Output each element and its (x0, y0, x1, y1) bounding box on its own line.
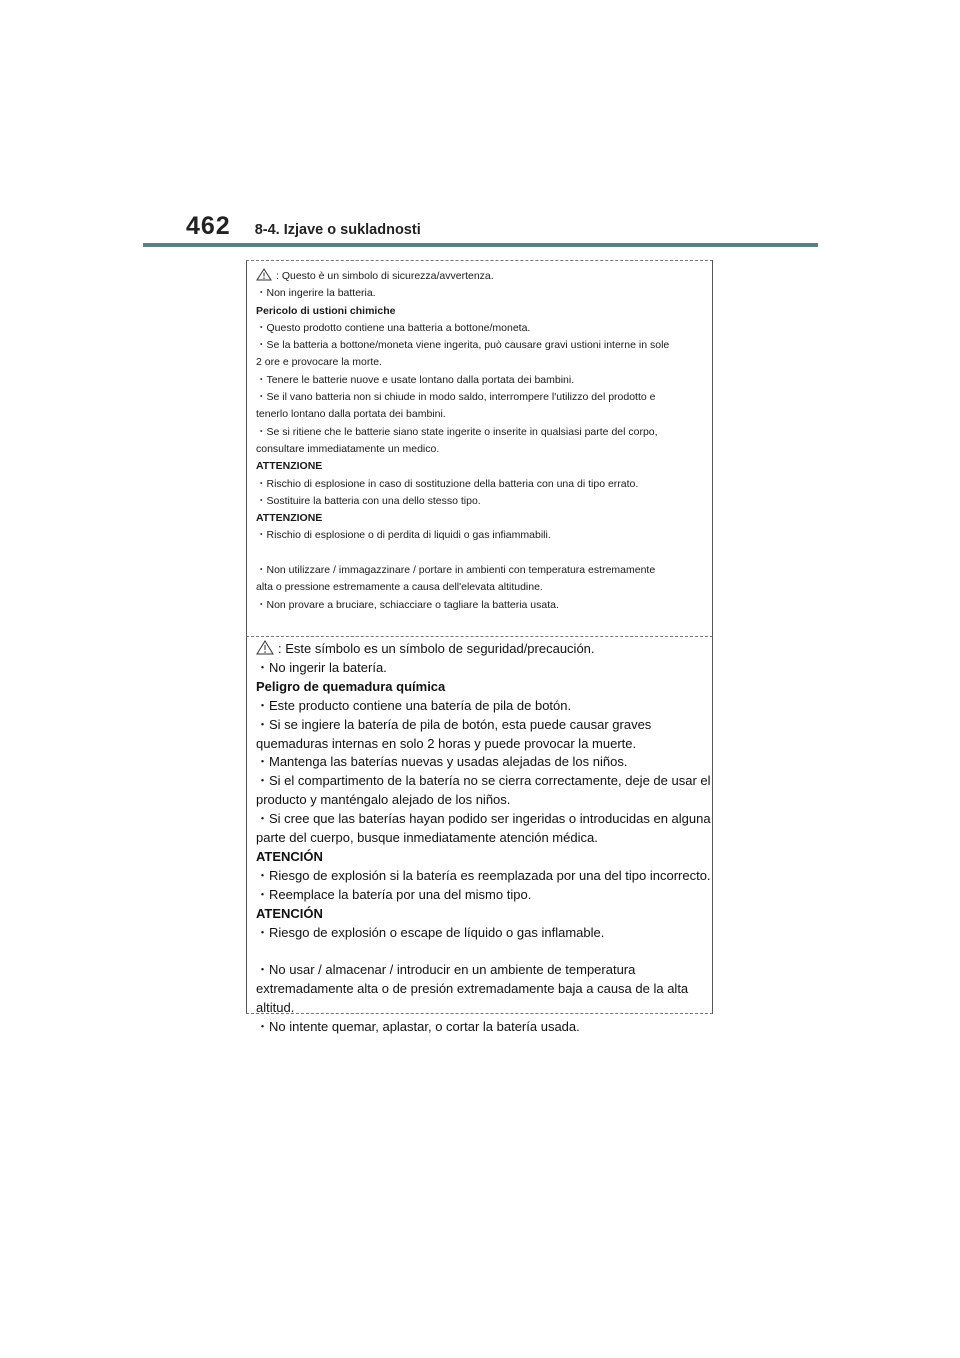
notice-line: ・Si el compartimento de la batería no se cierra correctamente, deje de usar el (256, 773, 711, 789)
notice-line: ・Questo prodotto contiene una batteria a bottone/moneta. (256, 321, 531, 334)
header-rule (143, 243, 818, 247)
spacer (256, 545, 702, 562)
notice-line: ・Reemplace la batería por una del mismo tipo. (256, 886, 532, 902)
notice-line: ・Sostituire la batteria con una dello stesso tipo. (256, 494, 481, 507)
notice-line: ・Este producto contiene una batería de pila de botón. (256, 697, 572, 713)
notice-line: ・Mantenga las baterías nuevas y usadas alejadas de los niños. (256, 754, 628, 770)
warning-symbol-line: : Questo è un simbolo di sicurezza/avvertenza. (256, 268, 702, 285)
notice-line: ・Se il vano batteria non si chiude in modo saldo, interrompere l'utilizzo del prodotto e (256, 391, 656, 404)
notice-line: parte del cuerpo, busque inmediatamente atención médica. (256, 830, 598, 846)
notice-line: alta o pressione estremamente a causa dell'elevata altitudine. (256, 581, 543, 594)
notice-line: ・Riesgo de explosión si la batería es reemplazada por una del tipo incorrecto. (256, 867, 711, 883)
notice-line: ・No intente quemar, aplastar, o cortar la batería usada. (256, 1019, 580, 1035)
notice-line: producto y manténgalo alejado de los niños. (256, 792, 511, 808)
notice-line: ・Se la batteria a bottone/moneta viene ingerita, può causare gravi ustioni interne in sole (256, 339, 670, 352)
section-title: 8-4. Izjave o sukladnosti (254, 222, 421, 238)
notice-line: ・No usar / almacenar / introducir en un ambiente de temperatura (256, 962, 636, 978)
notice-heading: ATTENZIONE (256, 512, 323, 525)
notice-heading: Pericolo di ustioni chimiche (256, 304, 396, 317)
notice-line: ・Rischio di esplosione o di perdita di liquidi o gas infiammabili. (256, 529, 551, 542)
spanish-notice (256, 640, 711, 1037)
warning-symbol-line: : Este símbolo es un símbolo de seguridad/precaución. (256, 640, 702, 659)
notice-heading: ATENCIÓN (256, 848, 323, 864)
notice-line: extremadamente alta o de presión extremadamente baja a causa de la alta (256, 981, 689, 997)
notice-line: ・No ingerir la batería. (256, 659, 387, 675)
notice-line: ・Rischio di esplosione in caso di sostituzione della batteria con una di tipo errato. (256, 477, 639, 490)
notice-line: ・Si cree que las baterías hayan podido ser ingeridas o introducidas en alguna (256, 811, 711, 827)
spacer (256, 943, 702, 962)
notice-heading: ATENCIÓN (256, 905, 323, 921)
notice-line: ・Non provare a bruciare, schiacciare o tagliare la batteria usata. (256, 598, 559, 611)
notice-line: altitud. (256, 1000, 295, 1016)
notice-line: quemaduras internas en solo 2 horas y puede provocar la muerte. (256, 735, 637, 751)
notice-line: ・Riesgo de explosión o escape de líquido o gas inflamable. (256, 924, 605, 940)
italian-notice (256, 268, 702, 614)
notice-line: ・Tenere le batterie nuove e usate lontano dalla portata dei bambini. (256, 373, 575, 386)
notice-line: ・Non ingerire la batteria. (256, 287, 376, 300)
notice-line: ・Si se ingiere la batería de pila de botón, esta puede causar graves (256, 716, 652, 732)
notice-line: tenerlo lontano dalla portata dei bambini. (256, 408, 446, 421)
page-number: 462 (186, 212, 231, 240)
warning-triangle-icon (256, 268, 272, 281)
notice-line: ・Se si ritiene che le batterie siano state ingerite o inserite in qualsiasi parte del corpo, (256, 425, 658, 438)
page-header (186, 212, 421, 241)
notice-line: ・Non utilizzare / immagazzinare / portare in ambienti con temperatura estremamente (256, 564, 656, 577)
notice-line: consultare immediatamente un medico. (256, 442, 440, 455)
notice-heading: Peligro de quemadura química (256, 678, 446, 694)
notice-heading: ATTENZIONE (256, 460, 323, 473)
notice-line: 2 ore e provocare la morte. (256, 356, 383, 369)
warning-triangle-icon (256, 640, 274, 655)
